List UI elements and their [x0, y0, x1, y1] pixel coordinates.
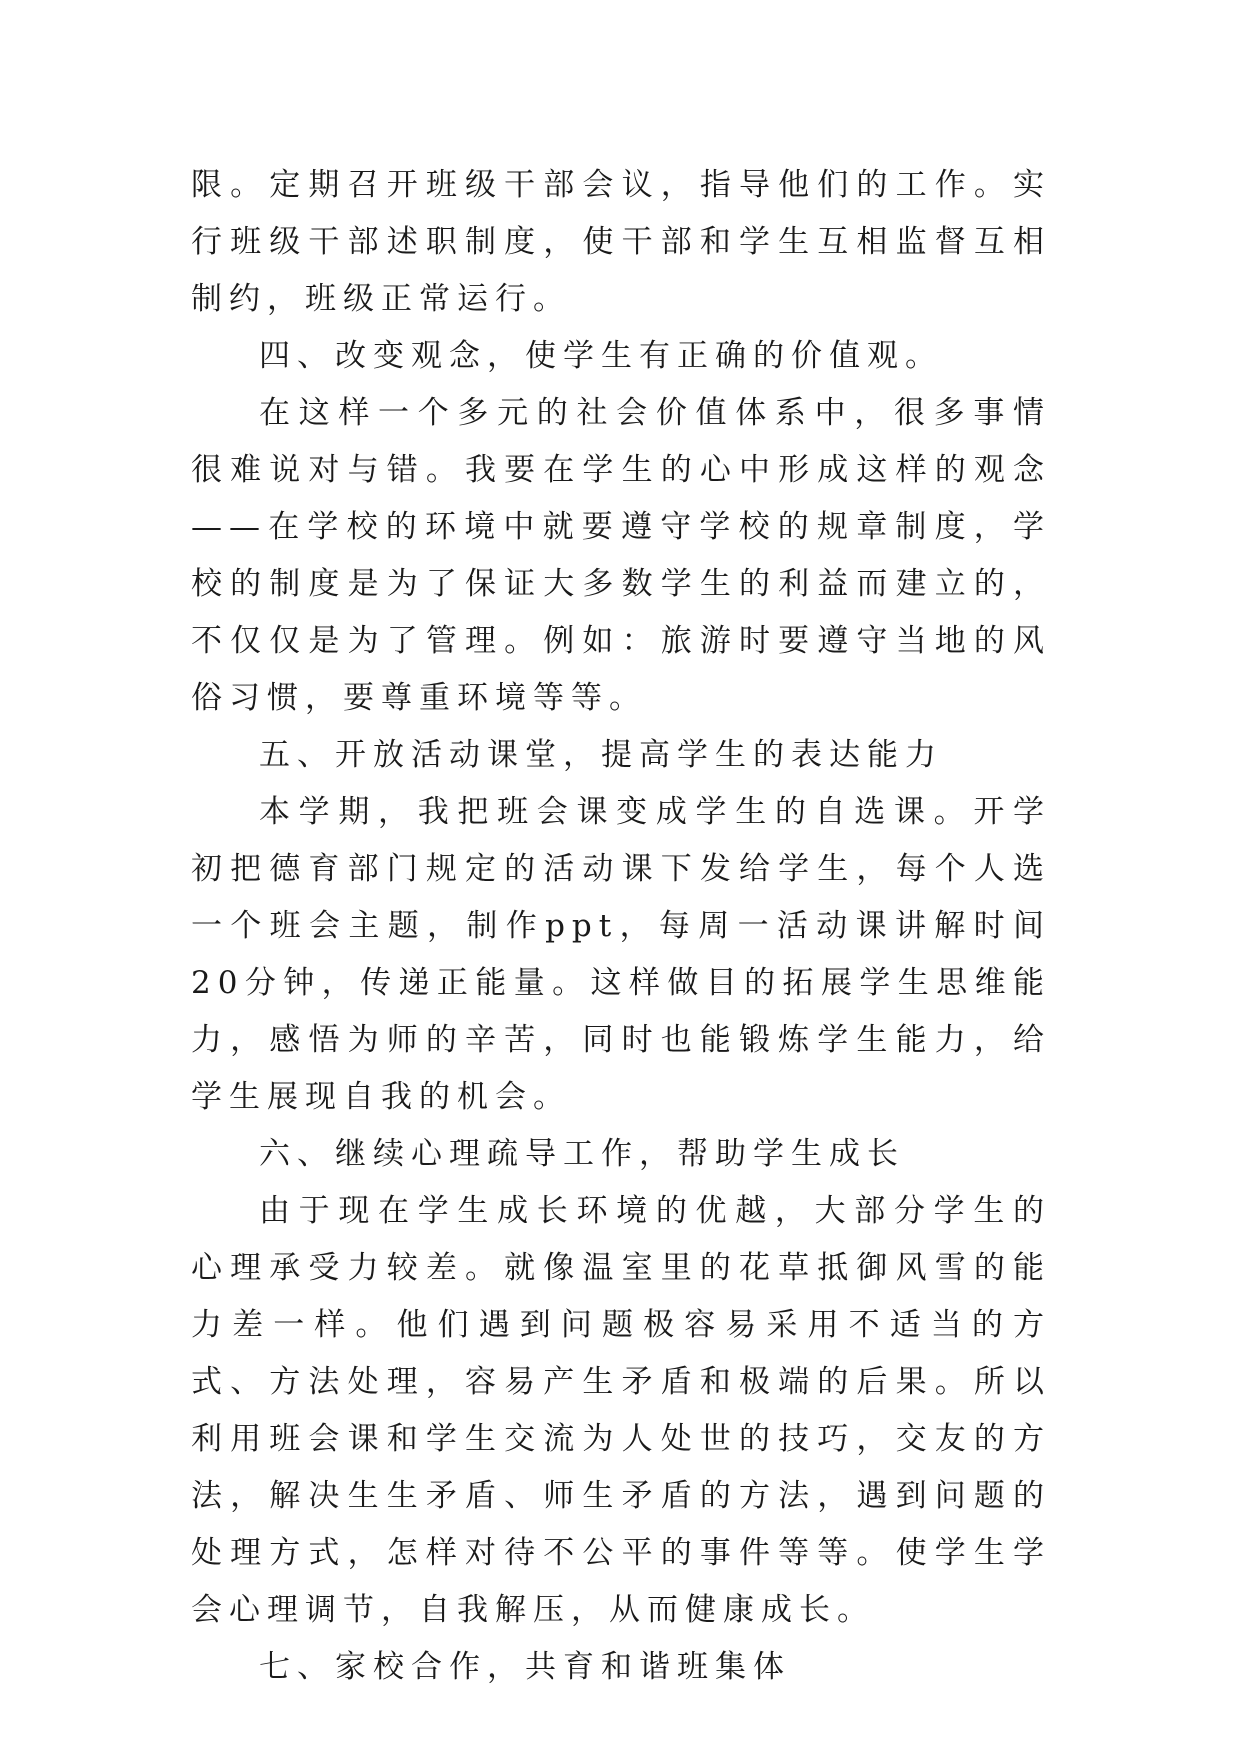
paragraph-psychological-guidance: 由于现在学生成长环境的优越，大部分学生的心理承受力较差。就像温室里的花草抵御风雪的能力差一样。他们遇到问题极容易采用不适当的方式、方法处理，容易产生矛盾和极端的后果。所以利用班会课和学生交流为人处世的技巧，交友的方法，解决生生矛盾、师生矛盾的方法，遇到问题的处理方式，怎样对待不公平的事件等等。使学生学会心理调节，自我解压，从而健康成长。 [191, 1193, 1051, 1628]
section-heading-five: 五、开放活动课堂，提高学生的表达能力 [259, 737, 943, 773]
section-heading-six: 六、继续心理疏导工作，帮助学生成长 [259, 1136, 905, 1172]
paragraph-class-cadre-continuation: 限。定期召开班级干部会议，指导他们的工作。实行班级干部述职制度，使干部和学生互相监督互相制约，班级正常运行。 [191, 167, 1051, 317]
paragraph-values: 在这样一个多元的社会价值体系中，很多事情很难说对与错。我要在学生的心中形成这样的观念——在学校的环境中就要遵守学校的规章制度，学校的制度是为了保证大多数学生的利益而建立的，不仅仅是为了管理。例如：旅游时要遵守当地的风俗习惯，要尊重环境等等。 [191, 395, 1051, 716]
section-heading-four: 四、改变观念，使学生有正确的价值观。 [259, 338, 943, 374]
document-body [191, 157, 1051, 1696]
paragraph-activity-class: 本学期，我把班会课变成学生的自选课。开学初把德育部门规定的活动课下发给学生，每个人选一个班会主题，制作ppt，每周一活动课讲解时间20分钟，传递正能量。这样做目的拓展学生思维能力，感悟为师的辛苦，同时也能锻炼学生能力，给学生展现自我的机会。 [191, 794, 1051, 1115]
section-heading-seven: 七、家校合作，共育和谐班集体 [259, 1649, 791, 1685]
